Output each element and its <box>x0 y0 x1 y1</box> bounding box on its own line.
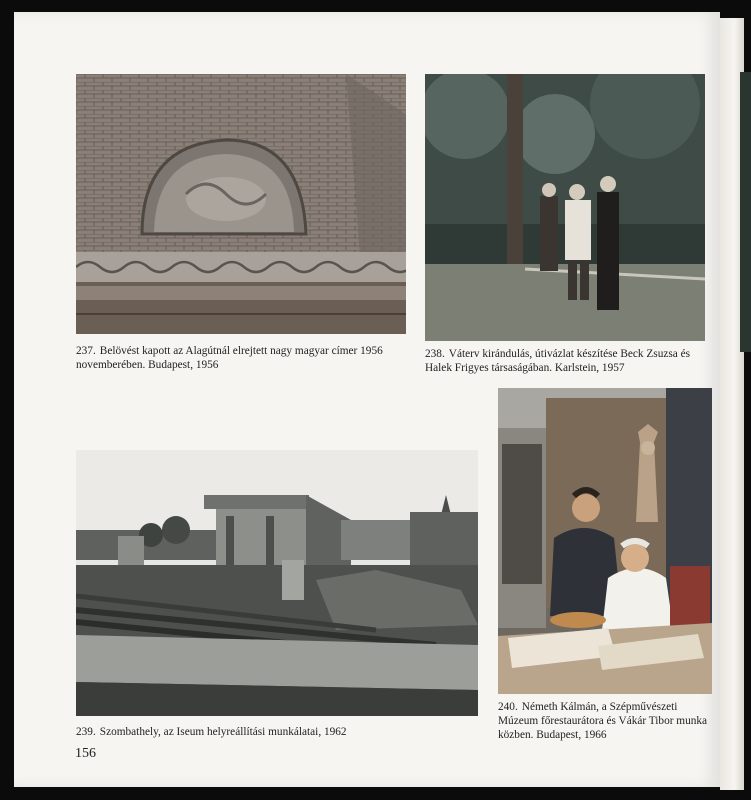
caption-238 <box>425 347 709 375</box>
page-number: 156 <box>75 746 96 761</box>
photo-239-iseum-works <box>76 450 478 716</box>
caption-238-text: Váterv kirándulás, útivázlat készítése Beck Zsuzsa és Halek Frigyes társaságában. Karlstein, 1957 <box>425 348 691 374</box>
caption-240-number: 240. <box>498 701 518 713</box>
caption-237-number: 237. <box>76 345 96 357</box>
caption-237-text: Belövést kapott az Alagútnál elrejtett nagy magyar címer 1956 novemberében. Budapest, 1956 <box>76 345 383 371</box>
caption-238-number: 238. <box>425 348 445 360</box>
photo-237-brick-coat-of-arms <box>76 74 406 334</box>
caption-237 <box>76 344 409 372</box>
caption-240-text: Németh Kálmán, a Szépművészeti Múzeum főrestaurátora és Vákár Tibor munka közben. Budapest, 1966 <box>498 701 708 741</box>
next-page-photo-edge <box>740 72 751 352</box>
caption-239 <box>76 725 478 739</box>
caption-239-number: 239. <box>76 726 96 738</box>
caption-240 <box>498 700 716 742</box>
caption-239-text: Szombathely, az Iseum helyreállítási munkálatai, 1962 <box>99 726 347 738</box>
photo-238-forest-excursion <box>425 74 705 341</box>
photo-240-restorers-at-work <box>498 388 712 694</box>
